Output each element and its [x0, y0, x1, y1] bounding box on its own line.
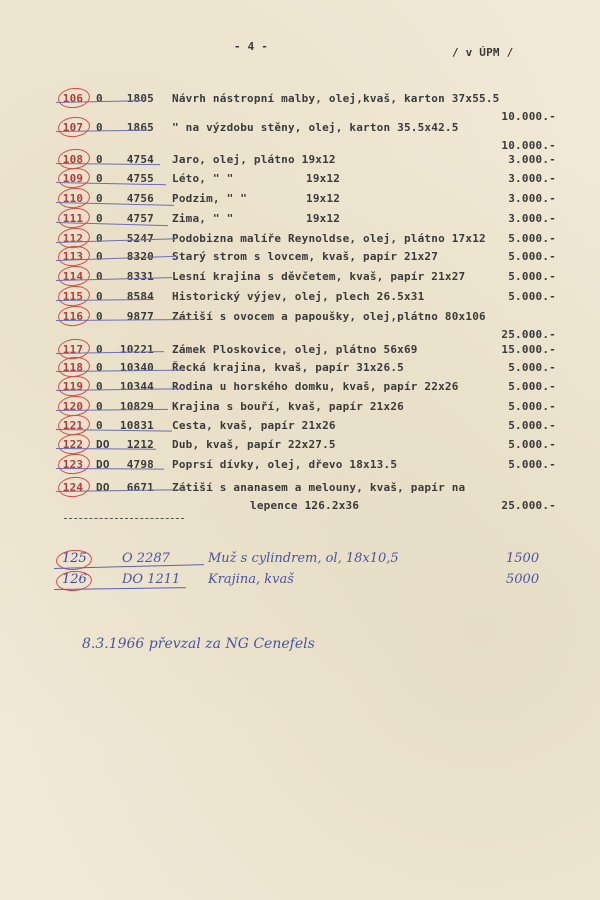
inventory-prefix: 0 [96, 192, 103, 205]
inventory-number: 4798 [126, 458, 154, 471]
item-price: 25.000.- [501, 499, 556, 512]
inventory-prefix: DO [96, 438, 110, 451]
item-number: 115 [62, 290, 84, 303]
item-price: 5.000.- [508, 458, 556, 471]
item-price: 3.000.- [508, 212, 556, 225]
list-item [0, 121, 600, 152]
inventory-number: 10831 [119, 419, 154, 432]
item-number: 123 [62, 458, 84, 471]
inventory-prefix: 0 [96, 419, 103, 432]
item-number: 117 [62, 343, 84, 356]
list-item [0, 192, 600, 210]
item-description: Zátiší s ananasem a melouny, kvaš, papír na [172, 481, 466, 494]
item-price: 3.000.- [508, 153, 556, 166]
inventory-prefix: 0 [96, 361, 103, 374]
item-description: Řecká krajina, kvaš, papír 31x26.5 [172, 361, 404, 374]
item-price: 15.000.- [501, 343, 556, 356]
item-description: Starý strom s lovcem, kvaš, papír 21x27 [172, 250, 439, 263]
list-item [0, 172, 600, 190]
item-number: 114 [62, 270, 84, 283]
item-description: Dub, kvaš, papír 22x27.5 [172, 438, 336, 451]
inventory-prefix: DO [96, 481, 110, 494]
item-dimensions: 19x12 [306, 192, 341, 205]
inventory-prefix: 0 [96, 343, 103, 356]
item-description: Zima, " " [172, 212, 234, 225]
list-item [0, 481, 600, 512]
item-description: Krajina s bouří, kvaš, papír 21x26 [172, 400, 404, 413]
inventory-number: 1805 [126, 92, 154, 105]
list-item [0, 310, 600, 341]
item-description-continued: lepence 126.2x36 [250, 499, 360, 512]
inventory-prefix: 0 [96, 212, 103, 225]
inventory-number: 5247 [126, 232, 154, 245]
item-number: 120 [62, 400, 84, 413]
inventory-prefix: 0 [96, 92, 103, 105]
item-number: 119 [62, 380, 84, 393]
handwritten-note: 8.3.1966 převzal za NG Cenefels [82, 636, 315, 652]
inventory-prefix: 0 [96, 153, 103, 166]
item-number: 116 [62, 310, 84, 323]
item-description: Návrh nástropní malby, olej,kvaš, karton 37x55.5 [172, 92, 500, 105]
item-price: 5.000.- [508, 419, 556, 432]
handwritten-price: 5000 [506, 572, 540, 587]
inventory-prefix: 0 [96, 121, 103, 134]
item-price: 5.000.- [508, 270, 556, 283]
list-item [0, 458, 600, 476]
inventory-prefix: 0 [96, 290, 103, 303]
inventory-prefix: 0 [96, 232, 103, 245]
inventory-number: 8584 [126, 290, 154, 303]
item-price: 3.000.- [508, 192, 556, 205]
inventory-number: 4757 [126, 212, 154, 225]
handwritten-price: 1500 [506, 551, 540, 566]
inventory-number: 10221 [119, 343, 154, 356]
item-dimensions: 19x12 [306, 212, 341, 225]
item-description: Lesní krajina s děvčetem, kvaš, papír 21x27 [172, 270, 466, 283]
inventory-prefix: 0 [96, 400, 103, 413]
item-price: 3.000.- [508, 172, 556, 185]
list-item [0, 400, 600, 418]
organization-marker: / v ÚPM / [452, 46, 514, 59]
handwritten-description: Krajina, kvaš [208, 572, 294, 587]
handwritten-description: Muž s cylindrem, ol, 18x10,5 [208, 551, 399, 566]
handwritten-item-number: 126 [62, 572, 87, 587]
item-number: 111 [62, 212, 84, 225]
item-number: 118 [62, 361, 84, 374]
inventory-prefix: 0 [96, 380, 103, 393]
item-number: 107 [62, 121, 84, 134]
list-item [0, 380, 600, 398]
item-price: 5.000.- [508, 400, 556, 413]
item-price: 10.000.- [501, 110, 556, 123]
item-description: Léto, " " [172, 172, 234, 185]
item-number: 112 [62, 232, 84, 245]
inventory-number: 4756 [126, 192, 154, 205]
inventory-prefix: 0 [96, 250, 103, 263]
list-item [0, 270, 600, 288]
item-price: 25.000.- [501, 328, 556, 341]
inventory-number: 4754 [126, 153, 154, 166]
item-price: 5.000.- [508, 380, 556, 393]
separator-line [64, 518, 184, 519]
inventory-number: 6671 [126, 481, 154, 494]
item-description: Zámek Ploskovice, olej, plátno 56x69 [172, 343, 418, 356]
list-item [0, 343, 600, 361]
inventory-prefix: 0 [96, 310, 103, 323]
handwritten-inventory-number: DO 1211 [122, 572, 181, 587]
item-description: Podzim, " " [172, 192, 248, 205]
item-number: 113 [62, 250, 84, 263]
item-number: 110 [62, 192, 84, 205]
item-price: 5.000.- [508, 361, 556, 374]
item-number: 122 [62, 438, 84, 451]
item-description: Jaro, olej, plátno 19x12 [172, 153, 336, 166]
inventory-prefix: DO [96, 458, 110, 471]
inventory-number: 8331 [126, 270, 154, 283]
item-price: 10.000.- [501, 139, 556, 152]
inventory-prefix: 0 [96, 172, 103, 185]
item-price: 5.000.- [508, 250, 556, 263]
inventory-number: 10344 [119, 380, 154, 393]
handwritten-item-number: 125 [62, 551, 87, 566]
inventory-number: 1212 [126, 438, 154, 451]
inventory-number: 9877 [126, 310, 154, 323]
item-number: 121 [62, 419, 84, 432]
item-number: 106 [62, 92, 84, 105]
list-item [0, 92, 600, 123]
list-item [0, 361, 600, 379]
list-item [0, 419, 600, 437]
inventory-number: 4755 [126, 172, 154, 185]
item-price: 5.000.- [508, 290, 556, 303]
item-number: 109 [62, 172, 84, 185]
item-description: Poprsí dívky, olej, dřevo 18x13.5 [172, 458, 398, 471]
item-description: " na výzdobu stěny, olej, karton 35.5x42.5 [172, 121, 459, 134]
list-item [0, 250, 600, 268]
list-item [0, 153, 600, 171]
item-price: 5.000.- [508, 438, 556, 451]
list-item [0, 232, 600, 250]
inventory-number: 8320 [126, 250, 154, 263]
item-price: 5.000.- [508, 232, 556, 245]
handwritten-inventory-number: O 2287 [122, 551, 170, 566]
item-number: 108 [62, 153, 84, 166]
list-item [0, 212, 600, 230]
item-description: Rodina u horského domku, kvaš, papír 22x26 [172, 380, 459, 393]
inventory-number: 10340 [119, 361, 154, 374]
inventory-prefix: 0 [96, 270, 103, 283]
item-description: Podobizna malíře Reynoldse, olej, plátno 17x12 [172, 232, 486, 245]
item-description: Zátiší s ovocem a papoušky, olej,plátno 80x106 [172, 310, 486, 323]
list-item [0, 438, 600, 456]
inventory-number: 1865 [126, 121, 154, 134]
item-description: Cesta, kvaš, papír 21x26 [172, 419, 336, 432]
item-number: 124 [62, 481, 84, 494]
page-number: - 4 - [234, 40, 269, 53]
item-dimensions: 19x12 [306, 172, 341, 185]
item-description: Historický výjev, olej, plech 26.5x31 [172, 290, 425, 303]
list-item [0, 290, 600, 308]
inventory-number: 10829 [119, 400, 154, 413]
